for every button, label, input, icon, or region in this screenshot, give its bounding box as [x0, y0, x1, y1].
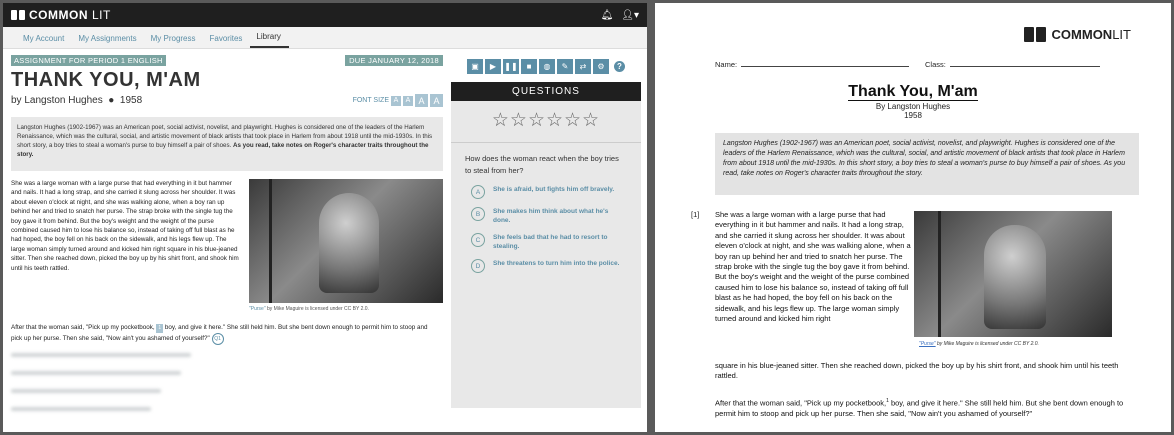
intro-instruction: As you read, take notes on Roger's character traits throughout the story. — [17, 142, 429, 158]
questions-header: QUESTIONS — [451, 82, 641, 101]
answer-option-c[interactable] — [451, 233, 641, 251]
logo-light-text: LIT — [92, 8, 111, 22]
intro-text: Langston Hughes (1902-1967) was an American poet, social activist, novelist, and playwright. Hughes is considered one of the leaders of the Harlem Renaissance, which was the cultural, social, and artistic movement of black artists that took place in Harlem from about 1918 until the mid-1930s. In this short story, a boy tries to steal a woman's purse to buy himself a pair of shoes. — [17, 124, 433, 149]
pause-icon[interactable]: ❚❚ — [503, 59, 519, 74]
print-photo-caption — [919, 341, 1039, 347]
highlighter-icon[interactable]: ✎ — [557, 59, 573, 74]
tab-my-account[interactable]: My Account — [23, 34, 65, 43]
print-intro-box: Langston Hughes (1902-1967) was an American poet, social activist, novelist, and playwright. Hughes is considered one of the leaders of the Harlem Renaissance, which was the cultural, social, and artistic movement of black artists that took place in Harlem from about 1918 until the mid-1930s. In this short story, a boy tries to steal a woman's purse to buy himself a pair of shoes. As you read, take notes on Roger's character traits throughout the story. — [715, 133, 1139, 195]
year: 1958 — [119, 95, 143, 106]
option-text: She makes him think about what he's done. — [493, 208, 609, 224]
translate-icon[interactable]: ⇄ — [575, 59, 591, 74]
reader-toolbar — [451, 59, 641, 74]
question-sidebar — [451, 59, 641, 408]
print-title — [655, 83, 1171, 101]
story-section — [11, 179, 443, 319]
book-icon — [11, 10, 25, 20]
font-size-option-2[interactable]: A — [403, 96, 413, 106]
photo-caption — [249, 306, 369, 312]
print-logo — [1024, 27, 1131, 42]
tab-library[interactable]: Library — [250, 32, 288, 48]
print-purse-photo — [914, 211, 1112, 337]
print-para2-start: After that the woman said, "Pick up my pocketbook, — [715, 398, 887, 408]
print-paragraph-2 — [715, 396, 1139, 419]
answer-option-b[interactable] — [451, 207, 641, 225]
font-size-label: FONT SIZE — [352, 97, 389, 104]
name-label: Name: — [715, 60, 738, 69]
option-text: She is afraid, but fights him off bravely. — [493, 186, 615, 193]
font-size-option-3[interactable]: A — [415, 94, 428, 107]
print-paragraph-1: She was a large woman with a large purse that had everything in it but hammer and nails. It had a long strap, and she carried it slung across her shoulder. It was about eleven o'clock at night, and she was walking alone, when a boy ran up behind her and tried to snatch her purse. The strap broke with the single tug the boy gave it from behind. But the boy's weight and the weight of the purse combined caused him to lose his balance so, instead of taking off full blast as he had hoped, the boy fell on his back on the sidewalk, and his legs flew up. The large woman simply turned around and kicked him right — [715, 210, 911, 324]
bell-icon[interactable]: 🔔︎ — [600, 9, 614, 21]
due-date-badge: DUE JANUARY 12, 2018 — [345, 55, 443, 66]
footnote-superscript: 1 — [886, 398, 889, 404]
stop-icon[interactable]: ■ — [521, 59, 537, 74]
nav-tabs — [3, 27, 647, 49]
print-view-panel — [655, 3, 1171, 432]
questions-panel — [451, 82, 641, 408]
print-author: By Langston Hughes — [875, 102, 951, 111]
assignment-tag: ASSIGNMENT FOR PERIOD 1 ENGLISH — [11, 55, 166, 66]
settings-icon[interactable]: ⚙ — [593, 59, 609, 74]
web-reader-panel — [3, 3, 647, 432]
question-marker[interactable]: Q1 — [212, 333, 224, 345]
story-paragraph-2[interactable] — [11, 323, 431, 345]
print-logo-light: LIT — [1112, 27, 1131, 42]
para2-start: After that the woman said, "Pick up my pocketbook, — [11, 324, 155, 331]
print-logo-bold: COMMON — [1051, 27, 1113, 42]
print-byline — [655, 102, 1171, 120]
tab-my-assignments[interactable]: My Assignments — [78, 34, 137, 43]
user-icon[interactable]: 👤︎▾ — [621, 9, 639, 21]
top-bar — [3, 3, 647, 27]
monitor-icon[interactable]: ▣ — [467, 59, 483, 74]
font-size-control — [353, 94, 443, 107]
commonlit-logo[interactable] — [11, 8, 111, 22]
blurred-locked-text — [11, 353, 443, 411]
page-title: THANK YOU, M'AM — [11, 69, 201, 91]
option-letter: D — [471, 259, 485, 273]
font-size-option-4[interactable]: A — [430, 94, 443, 107]
tab-favorites[interactable]: Favorites — [209, 34, 243, 43]
play-icon[interactable]: ▶ — [485, 59, 501, 74]
book-icon — [1024, 27, 1046, 42]
option-text: She feels bad that he had to resort to stealing. — [493, 234, 608, 250]
tab-my-progress[interactable]: My Progress — [150, 34, 196, 43]
logo-bold-text: COMMON — [29, 8, 88, 22]
option-letter: B — [471, 207, 485, 221]
option-text: She threatens to turn him into the police. — [493, 260, 620, 267]
star-progress-icon: ☆☆☆☆☆☆ — [491, 110, 601, 131]
print-year: 1958 — [904, 111, 922, 120]
globe-icon[interactable]: ◍ — [539, 59, 555, 74]
caption-text: by Mike Maguire is licensed under CC BY 2.0. — [267, 306, 369, 312]
print-paragraph-1-continued: square in his blue-jeaned sitter. Then she reached down, picked the boy up by his shirt front, and shook him until his teeth rattled. — [715, 361, 1119, 381]
class-label: Class: — [925, 60, 946, 69]
option-letter: C — [471, 233, 485, 247]
paragraph-number: [1] — [691, 210, 700, 219]
answer-option-a[interactable] — [451, 185, 641, 199]
byline: by Langston Hughes ● 1958 — [11, 95, 143, 106]
question-prompt: How does the woman react when the boy tries to steal from her? — [451, 142, 641, 177]
class-field — [925, 60, 1100, 69]
answer-option-d[interactable] — [451, 259, 641, 273]
footnote-marker[interactable]: 1 — [156, 324, 163, 333]
option-letter: A — [471, 185, 485, 199]
print-para2-end: boy, and give it here." She still held him. But she bent down enough to permit him to stoop and pick up her purse. Then she said, "Now ain't you ashamed of yourself?" — [715, 398, 1124, 418]
reading-main — [11, 55, 443, 425]
author: by Langston Hughes — [11, 95, 103, 106]
print-caption-link[interactable]: "Purse" — [919, 341, 936, 347]
purse-photo — [249, 179, 443, 303]
caption-link[interactable]: "Purse" — [249, 306, 266, 312]
name-field — [715, 60, 909, 69]
para2-end: boy, and give it here." She still held him. But she bent down enough to permit him to stoop and pick up her purse. Then she said, "Now ain't you ashamed of yourself?" — [11, 324, 428, 343]
font-size-option-1[interactable]: A — [391, 96, 401, 106]
story-paragraph-1[interactable]: She was a large woman with a large purse that had everything in it but hammer and nails. It had a long strap, and she carried it slung across her shoulder. It was about eleven o'clock at night, and she was walking alone, when a boy ran up behind her and tried to snatch her purse. The strap broke with the single tug the boy gave it from behind. But the boy's weight and the weight of the purse combined caused him to lose his balance so, instead of taking off full blast as he had hoped, the boy fell on his back on the sidewalk, and his legs flew up. The large woman simply turned around and kicked him right square in his blue-jeaned sitter. Then she reached down, picked the boy up by his shirt front, and shook him until his teeth rattled. — [11, 180, 239, 272]
intro-box — [11, 117, 443, 171]
help-icon[interactable]: ? — [614, 61, 625, 72]
print-title-text: Thank You, M'am — [848, 83, 978, 100]
print-caption-text: by Mike Maguire is licensed under CC BY 2.0. — [937, 341, 1039, 347]
